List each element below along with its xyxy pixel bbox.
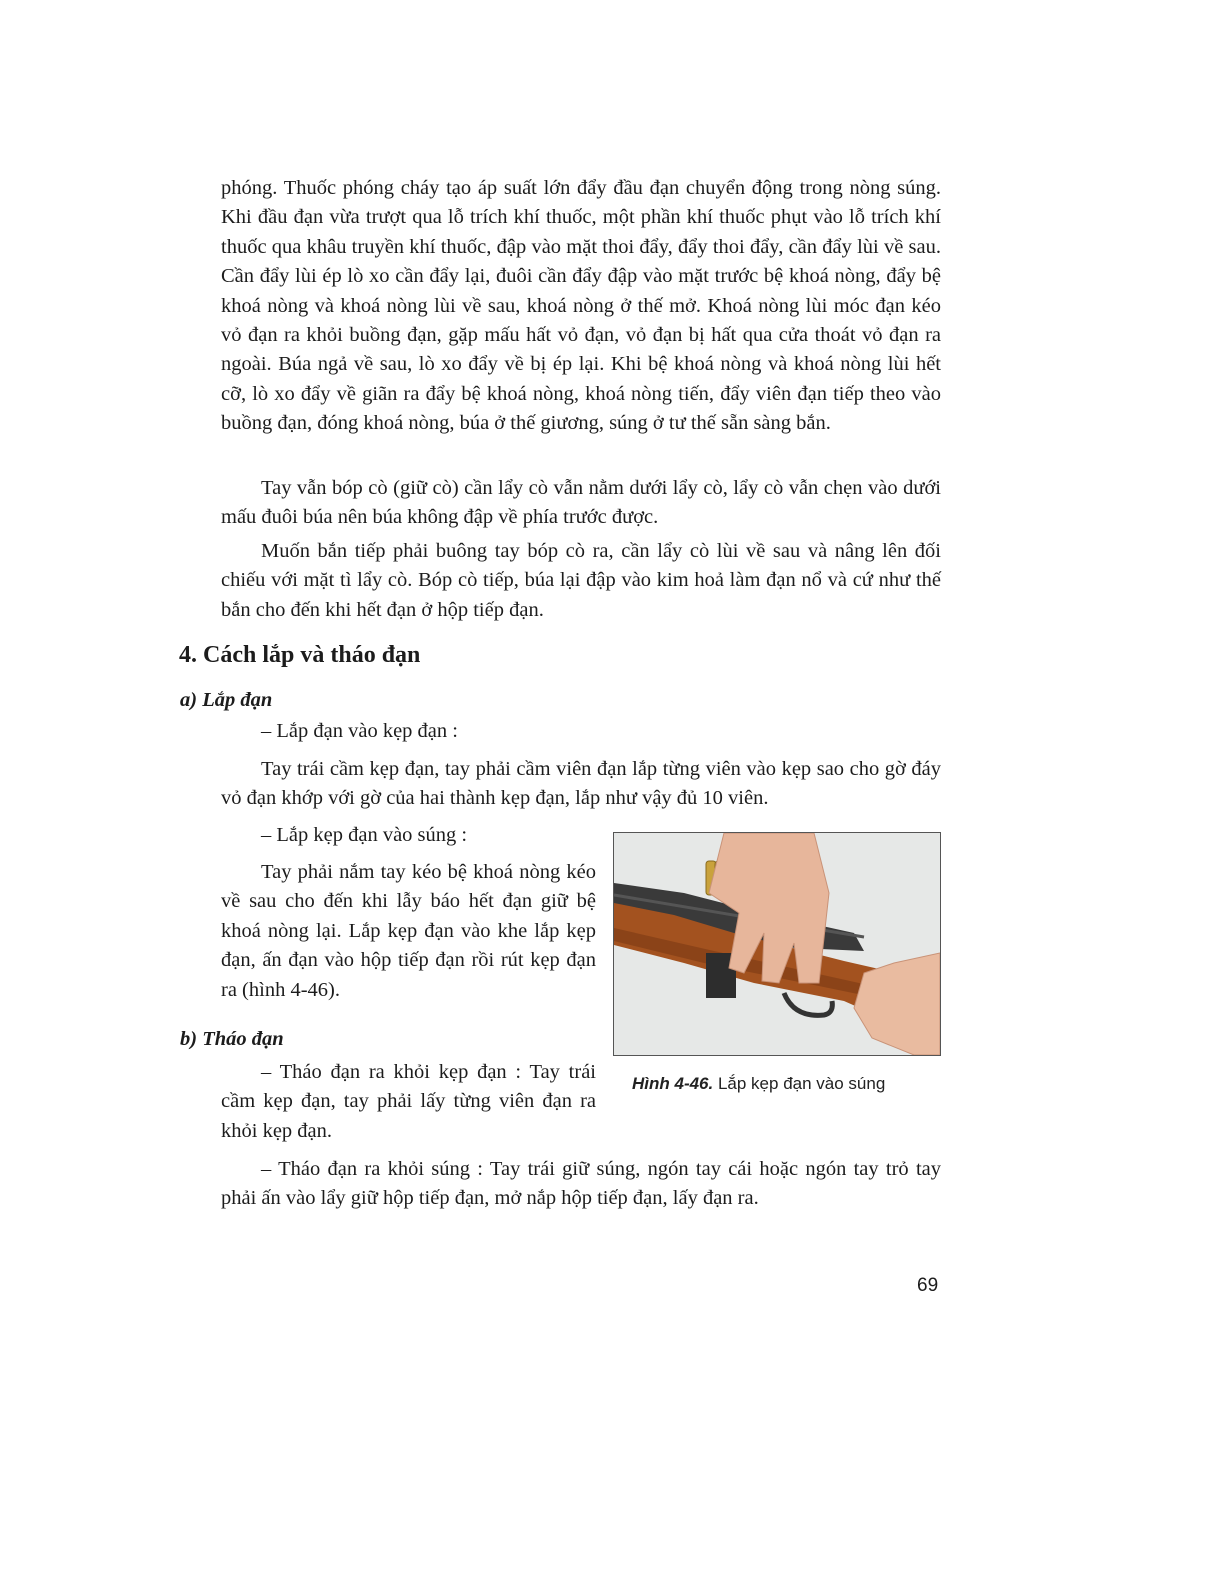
paragraph-trigger-hold: Tay vẫn bóp cò (giữ cò) cần lẩy cò vẫn nằm dưới lẩy cò, lẩy cò vẫn chẹn vào dưới mấu đuôi búa nên búa không đập về phía trước được. [221, 477, 941, 529]
page-number: 69 [917, 1275, 939, 1296]
figure-caption-text: Lắp kẹp đạn vào súng [713, 1074, 886, 1093]
section-heading: 4. Cách lắp và tháo đạn [179, 642, 421, 668]
rifle-loading-illustration [614, 833, 940, 1055]
a-dash-2: – Lắp kẹp đạn vào súng : [261, 824, 468, 846]
paragraph-continue-fire: Muốn bắn tiếp phải buông tay bóp cò ra, cần lẩy cò lùi về sau và nâng lên đối chiếu với mặt tì lẩy cò. Bóp cò tiếp, búa lại đập vào kim hoả làm đạn nổ và cứ như thế bắn cho đến khi hết đạn ở hộp tiếp đạn. [221, 540, 941, 621]
figure-label: Hình 4-46. [632, 1074, 714, 1093]
subsection-a-title: a) Lắp đạn [180, 689, 273, 711]
figure-caption [632, 1074, 885, 1094]
a-dash-1: – Lắp đạn vào kẹp đạn : [261, 720, 458, 742]
paragraph-operation: phóng. Thuốc phóng cháy tạo áp suất lớn đẩy đầu đạn chuyển động trong nòng súng. Khi đầu đạn vừa trượt qua lỗ trích khí thuốc, một phần khí thuốc phụt vào lỗ trích khí thuốc qua khâu truyền khí thuốc, đập vào mặt thoi đẩy, đẩy thoi đẩy, cần đẩy lùi về sau. Cần đẩy lùi ép lò xo cần đẩy lại, đuôi cần đẩy đập vào mặt trước bệ khoá nòng, đẩy bệ khoá nòng và khoá nòng lùi về sau, khoá nòng ở thế mở. Khoá nòng lùi móc đạn kéo vỏ đạn ra khỏi buồng đạn, gặp mấu hất vỏ đạn, vỏ đạn bị hất qua cửa thoát vỏ đạn ra ngoài. Búa ngả về sau, lò xo đẩy về bị ép lại. Khi bệ khoá nòng và khoá nòng lùi hết cỡ, lò xo đẩy về giãn ra đẩy bệ khoá nòng, khoá nòng tiến, đẩy viên đạn tiếp theo vào buồng đạn, đóng khoá nòng, búa ở thế giương, súng ở tư thế sẵn sàng bắn. [221, 177, 941, 435]
b-paragraph-1: – Tháo đạn ra khỏi kẹp đạn : Tay trái cầm kẹp đạn, tay phải lấy từng viên đạn ra khỏi kẹp đạn. [221, 1061, 596, 1142]
a-paragraph-2: Tay phải nắm tay kéo bệ khoá nòng kéo về sau cho đến khi lẫy báo hết đạn giữ bệ khoá nòng lại. Lắp kẹp đạn vào khe lắp kẹp đạn, ấn đạn vào hộp tiếp đạn rồi rút kẹp đạn ra (hình 4-46). [221, 861, 596, 1001]
b-paragraph-2: – Tháo đạn ra khỏi súng : Tay trái giữ súng, ngón tay cái hoặc ngón tay trỏ tay phải ấn vào lẩy giữ hộp tiếp đạn, mở nắp hộp tiếp đạn, lấy đạn ra. [221, 1158, 941, 1210]
rifle-loading-photo [613, 832, 941, 1056]
a-paragraph-1: Tay trái cầm kẹp đạn, tay phải cầm viên đạn lắp từng viên vào kẹp sao cho gờ đáy vỏ đạn khớp với gờ của hai thành kẹp đạn, lắp như vậy đủ 10 viên. [221, 758, 941, 810]
subsection-b-title: b) Tháo đạn [180, 1028, 284, 1050]
